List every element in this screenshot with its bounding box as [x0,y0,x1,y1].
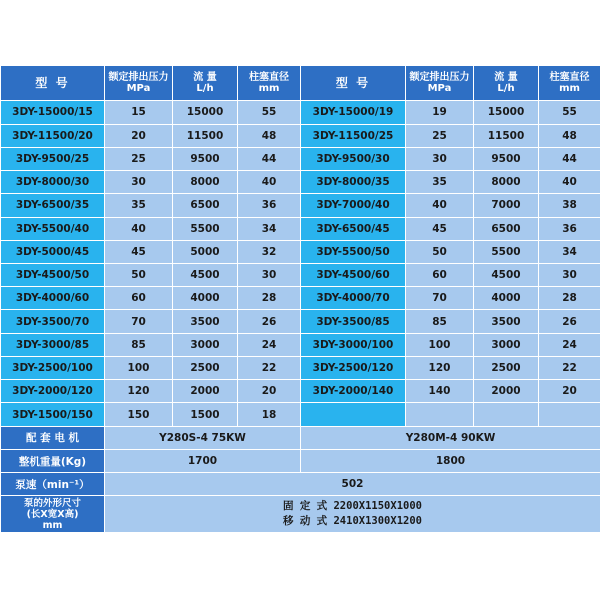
right-diameter-cell: 22 [539,356,600,379]
right-diameter-cell [539,403,600,426]
left-model-cell: 3DY-6500/35 [1,194,105,217]
header-diameter-label-right: 柱塞直径 [549,72,590,84]
right-diameter-cell: 28 [539,287,600,310]
table-row [1,217,600,240]
right-model-cell [301,403,406,426]
left-flow-cell: 8000 [173,171,238,194]
right-model-cell: 3DY-8000/35 [301,171,406,194]
dims-mobile: 移 动 式 2410X1300X1200 [283,515,422,528]
right-diameter-cell: 24 [539,333,600,356]
left-diameter-cell: 22 [238,356,301,379]
motor-row [1,426,600,449]
right-diameter-cell: 48 [539,124,600,147]
left-diameter-cell: 40 [238,171,301,194]
left-diameter-cell: 20 [238,380,301,403]
right-model-cell: 3DY-2500/120 [301,356,406,379]
header-pressure [105,66,173,101]
table-row [1,194,600,217]
left-pressure-cell: 30 [105,171,173,194]
left-model-cell: 3DY-15000/15 [1,101,105,124]
dims-label-line2: (长X宽X高) [26,508,79,520]
left-pressure-cell: 70 [105,310,173,333]
dims-label-line3: mm [42,519,63,531]
right-flow-cell: 5500 [474,240,539,263]
left-diameter-cell: 28 [238,287,301,310]
left-pressure-cell: 35 [105,194,173,217]
left-pressure-cell: 85 [105,333,173,356]
left-flow-cell: 5500 [173,217,238,240]
left-pressure-cell: 120 [105,380,173,403]
table-row [1,124,600,147]
left-flow-cell: 6500 [173,194,238,217]
right-pressure-cell: 40 [406,194,474,217]
right-model-cell: 3DY-5500/50 [301,240,406,263]
table-row [1,171,600,194]
header-flow-unit: L/h [196,83,214,95]
left-model-cell: 3DY-3000/85 [1,333,105,356]
left-flow-cell: 4500 [173,264,238,287]
right-pressure-cell [406,403,474,426]
header-pressure-unit: MPa [126,83,151,95]
left-model-cell: 3DY-3500/70 [1,310,105,333]
right-pressure-cell: 100 [406,333,474,356]
left-diameter-cell: 55 [238,101,301,124]
right-diameter-cell: 40 [539,171,600,194]
left-diameter-cell: 30 [238,264,301,287]
table-row [1,264,600,287]
right-flow-cell: 3000 [474,333,539,356]
left-flow-cell: 11500 [173,124,238,147]
header-row [1,66,600,101]
speed-row [1,473,600,496]
table-row [1,333,600,356]
right-flow-cell: 7000 [474,194,539,217]
right-flow-cell: 11500 [474,124,539,147]
right-pressure-cell: 60 [406,264,474,287]
left-diameter-cell: 44 [238,147,301,170]
left-model-cell: 3DY-1500/150 [1,403,105,426]
weight-left: 1700 [105,449,301,472]
left-flow-cell: 3000 [173,333,238,356]
left-pressure-cell: 50 [105,264,173,287]
left-flow-cell: 5000 [173,240,238,263]
left-model-cell: 3DY-2000/120 [1,380,105,403]
table-row [1,380,600,403]
right-pressure-cell: 50 [406,240,474,263]
left-model-cell: 3DY-9500/25 [1,147,105,170]
left-diameter-cell: 26 [238,310,301,333]
right-flow-cell: 4000 [474,287,539,310]
left-model-cell: 3DY-8000/30 [1,171,105,194]
motor-label: 配 套 电 机 [1,426,105,449]
left-pressure-cell: 60 [105,287,173,310]
right-pressure-cell: 120 [406,356,474,379]
header-flow-label-right: 流 量 [494,72,518,84]
header-diameter-label: 柱塞直径 [249,72,289,84]
left-model-cell: 3DY-5500/40 [1,217,105,240]
right-pressure-cell: 140 [406,380,474,403]
header-flow-label: 流 量 [193,72,217,84]
right-pressure-cell: 45 [406,217,474,240]
right-model-cell: 3DY-4000/70 [301,287,406,310]
right-diameter-cell: 30 [539,264,600,287]
header-model: 型 号 [1,66,105,101]
left-flow-cell: 3500 [173,310,238,333]
right-model-cell: 3DY-4500/60 [301,264,406,287]
right-diameter-cell: 44 [539,147,600,170]
right-model-cell: 3DY-9500/30 [301,147,406,170]
right-flow-cell: 2500 [474,356,539,379]
right-diameter-cell: 26 [539,310,600,333]
header-diameter-unit-right: mm [559,83,580,95]
left-diameter-cell: 24 [238,333,301,356]
right-diameter-cell: 20 [539,380,600,403]
speed-label: 泵速（min⁻¹） [1,473,105,496]
left-flow-cell: 2500 [173,356,238,379]
right-flow-cell: 4500 [474,264,539,287]
header-flow-right [474,66,539,101]
left-model-cell: 3DY-11500/20 [1,124,105,147]
right-flow-cell [474,403,539,426]
header-pressure-right [406,66,474,101]
motor-left: Y280S-4 75KW [105,426,301,449]
left-model-cell: 3DY-4000/60 [1,287,105,310]
left-diameter-cell: 48 [238,124,301,147]
right-diameter-cell: 36 [539,217,600,240]
left-diameter-cell: 18 [238,403,301,426]
left-diameter-cell: 34 [238,217,301,240]
table-row [1,240,600,263]
left-flow-cell: 2000 [173,380,238,403]
left-pressure-cell: 25 [105,147,173,170]
right-model-cell: 3DY-6500/45 [301,217,406,240]
dims-values [105,496,600,533]
weight-label: 整机重量(Kg) [1,449,105,472]
left-model-cell: 3DY-5000/45 [1,240,105,263]
header-pressure-unit-right: MPa [427,83,452,95]
table-row [1,356,600,379]
pump-spec-table [0,65,600,533]
header-flow [173,66,238,101]
right-model-cell: 3DY-11500/25 [301,124,406,147]
table-row [1,147,600,170]
right-pressure-cell: 25 [406,124,474,147]
right-pressure-cell: 35 [406,171,474,194]
header-pressure-label-right: 额定排出压力 [409,72,470,84]
right-flow-cell: 8000 [474,171,539,194]
header-diameter [238,66,301,101]
left-pressure-cell: 150 [105,403,173,426]
right-flow-cell: 6500 [474,217,539,240]
table-row [1,403,600,426]
table-row [1,310,600,333]
left-flow-cell: 15000 [173,101,238,124]
right-diameter-cell: 55 [539,101,600,124]
header-model-right: 型 号 [301,66,406,101]
right-model-cell: 3DY-3000/100 [301,333,406,356]
header-diameter-unit: mm [258,83,280,95]
dims-row [1,496,600,533]
right-diameter-cell: 34 [539,240,600,263]
table-row [1,101,600,124]
left-pressure-cell: 45 [105,240,173,263]
right-pressure-cell: 30 [406,147,474,170]
right-model-cell: 3DY-15000/19 [301,101,406,124]
right-flow-cell: 9500 [474,147,539,170]
header-pressure-label: 额定排出压力 [108,72,169,84]
weight-right: 1800 [301,449,600,472]
left-pressure-cell: 20 [105,124,173,147]
left-diameter-cell: 32 [238,240,301,263]
left-pressure-cell: 15 [105,101,173,124]
left-pressure-cell: 100 [105,356,173,379]
dims-label [1,496,105,533]
right-flow-cell: 3500 [474,310,539,333]
dims-label-line1: 泵的外形尺寸 [23,497,81,509]
header-diameter-right [539,66,600,101]
weight-row [1,449,600,472]
right-flow-cell: 2000 [474,380,539,403]
motor-right: Y280M-4 90KW [301,426,600,449]
right-diameter-cell: 38 [539,194,600,217]
dims-fixed: 固 定 式 2200X1150X1000 [283,500,422,513]
right-model-cell: 3DY-3500/85 [301,310,406,333]
left-flow-cell: 9500 [173,147,238,170]
left-model-cell: 3DY-4500/50 [1,264,105,287]
right-pressure-cell: 19 [406,101,474,124]
right-model-cell: 3DY-7000/40 [301,194,406,217]
speed-value: 502 [105,473,600,496]
left-flow-cell: 4000 [173,287,238,310]
table-row [1,287,600,310]
right-model-cell: 3DY-2000/140 [301,380,406,403]
right-flow-cell: 15000 [474,101,539,124]
header-flow-unit-right: L/h [497,83,515,95]
right-pressure-cell: 85 [406,310,474,333]
left-pressure-cell: 40 [105,217,173,240]
left-flow-cell: 1500 [173,403,238,426]
right-pressure-cell: 70 [406,287,474,310]
left-model-cell: 3DY-2500/100 [1,356,105,379]
left-diameter-cell: 36 [238,194,301,217]
